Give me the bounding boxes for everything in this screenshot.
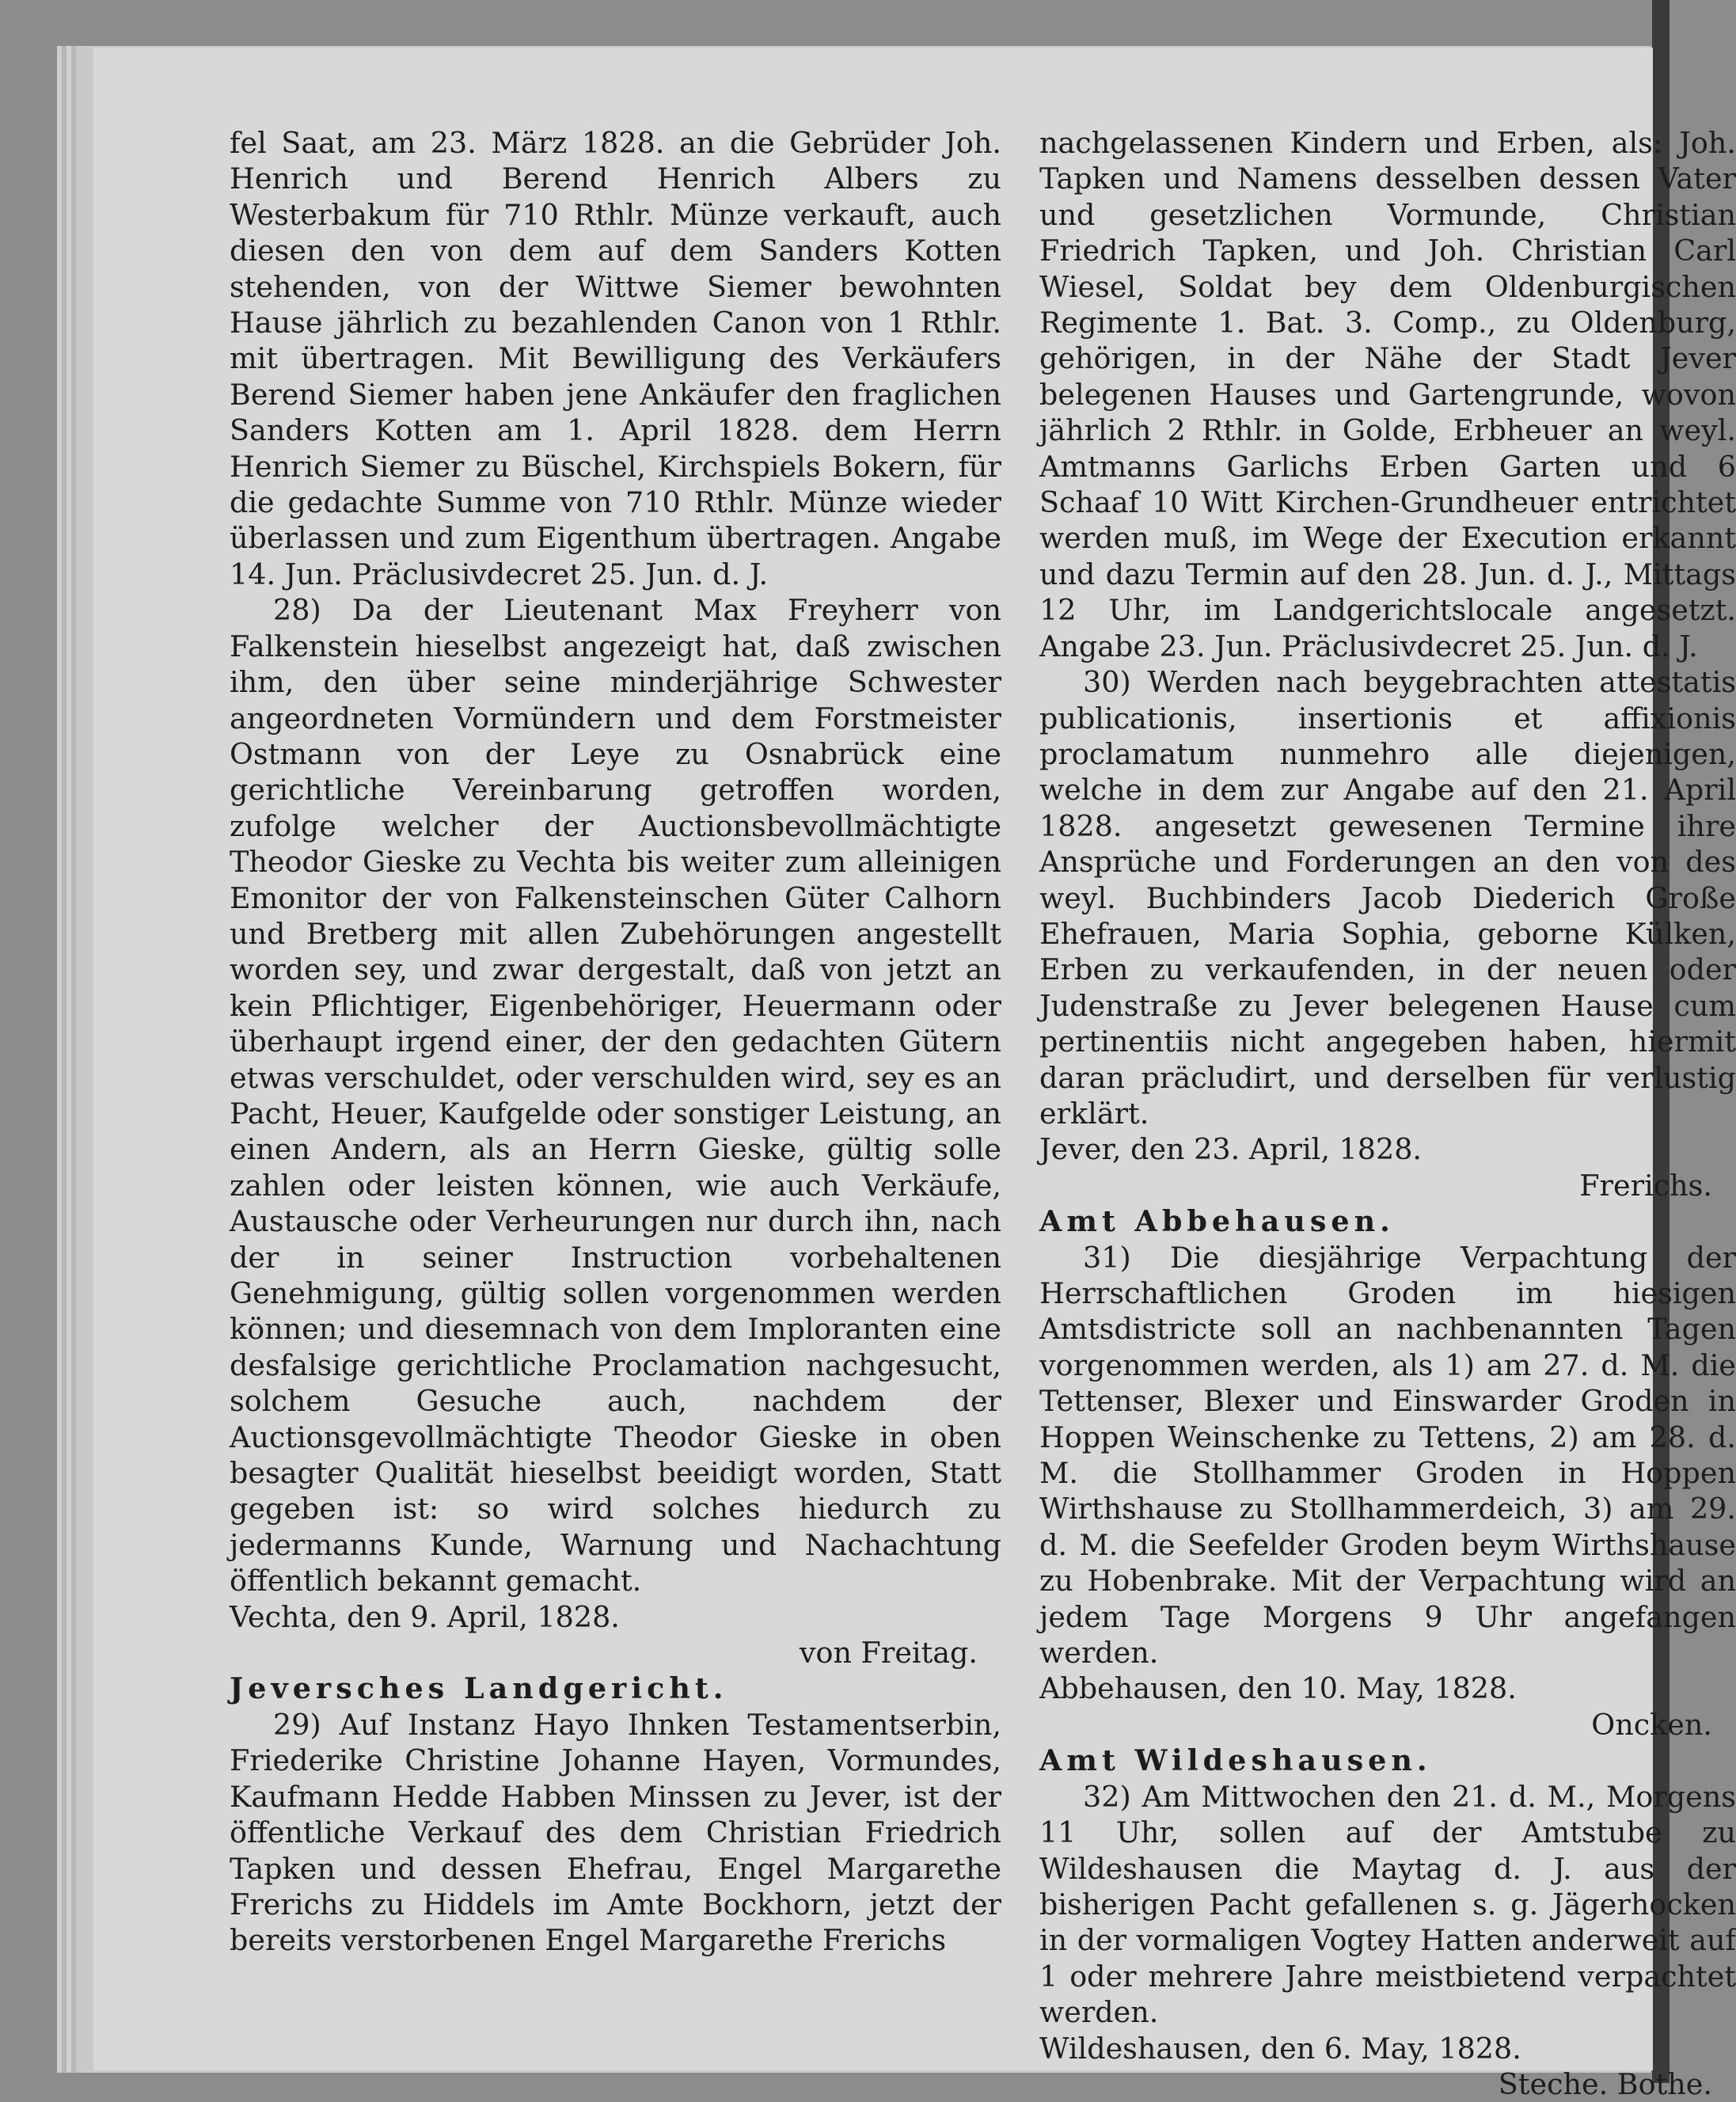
place-date-31: Abbehausen, den 10. May, 1828. bbox=[1039, 1671, 1517, 1706]
section-heading-wildeshausen: Amt Wildeshausen. bbox=[1039, 1743, 1432, 1778]
paragraph-31: 31) Die diesjährige Verpachtung der Herrschaftlichen Groden im hiesigen Amtsdistricte soll an nachbenannten Tagen vorgenommen werden, als 1) am 27. d. M. die Tettenser, Blexer und Einswarder Groden in Hoppen Weinschenke zu Tettens, 2) am 28. d. M. die Stollhammer Groden in Hoppen Wirthshause zu Stollhammerdeich, 3) am 29. d. M. die Seefelder Groden beym Wirthshause zu Hobenbrake. Mit der Verpachtung wird an jedem Tage Morgens 9 Uhr angefangen werden. bbox=[1039, 1240, 1736, 1671]
left-column bbox=[230, 125, 1001, 1959]
paragraph-32: 32) Am Mittwochen den 21. d. M., Morgens 11 Uhr, sollen auf der Amtstube zu Wildeshausen die Maytag d. J. aus der bisherigen Pacht gefallenen s. g. Jägerhocken in der vormaligen Vogtey Hatten anderweit auf 1 oder mehrere Jahre meistbietend verpachtet werden. bbox=[1039, 1779, 1736, 2030]
place-date-32: Wildeshausen, den 6. May, 1828. bbox=[1039, 2031, 1521, 2066]
paragraph-28: 28) Da der Lieutenant Max Freyherr von Falkenstein hieselbst angezeigt hat, daß zwischen ihm, den über seine minderjährige Schwester angeordneten Vormündern und dem Forstmeister Ostmann von der Leye zu Osnabrück eine gerichtliche Vereinbarung getroffen worden, zufolge welcher der Auctionsbevollmächtigte Theodor Gieske zu Vechta bis weiter zum alleinigen Emonitor der von Falkensteinschen Güter Calhorn und Bretberg mit allen Zubehörungen angestellt worden sey, und zwar dergestalt, daß von jetzt an kein Pflichtiger, Eigenbehöriger, Heuermann oder überhaupt irgend einer, der den gedachten Gütern etwas verschuldet, oder verschulden wird, sey es an Pacht, Heuer, Kaufgelde oder sonstiger Leistung, an einen Andern, als an Herrn Gieske, gültig solle zahlen oder leisten können, wie auch Verkäufe, Austausche oder Verheurungen nur durch ihn, nach der in seiner Instruction vorbehaltenen Genehmigung, gültig sollen vorgenommen werden können; und diesemnach von dem Imploranten eine desfalsige gerichtliche Proclamation nachgesucht, solchem Gesuche auch, nachdem der Auctionsgevollmächtigte Theodor Gieske in oben besagter Qualität hieselbst beeidigt worden, Statt gegeben ist: so wird solches hiedurch zu jedermanns Kunde, Warnung und Nachachtung öffentlich bekannt gemacht. bbox=[230, 593, 1001, 1598]
place-date-28: Vechta, den 9. April, 1828. bbox=[230, 1599, 620, 1634]
signature-31: Oncken. bbox=[1591, 1707, 1712, 1742]
paragraph-30: 30) Werden nach beygebrachten attestatis publicationis, insertionis et affixionis proclamatum nunmehro alle diejenigen, welche in dem zur Angabe auf den 21. April 1828. angesetzt gewesenen Termine ihre Ansprüche und Forderungen an den von des weyl. Buchbinders Jacob Diederich Große Ehefrauen, Maria Sophia, geborne Külken, Erben zu verkaufenden, in der neuen oder Judenstraße zu Jever belegenen Hause cum pertinentiis nicht angegeben haben, hiermit daran präcludirt, und derselben für verlustig erklärt. bbox=[1039, 665, 1736, 1131]
paragraph-continuation: fel Saat, am 23. März 1828. an die Gebrüder Joh. Henrich und Berend Henrich Albers zu Westerbakum für 710 Rthlr. Münze verkauft, auch diesen den von dem auf dem Sanders Kotten stehenden, von der Wittwe Siemer bewohnten Hause jährlich zu bezahlenden Canon von 1 Rthlr. mit übertragen. Mit Bewilligung des Verkäufers Berend Siemer haben jene Ankäufer den fraglichen Sanders Kotten am 1. April 1828. dem Herrn Henrich Siemer zu Büschel, Kirchspiels Bokern, für die gedachte Summe von 710 Rthlr. Münze wieder überlassen und zum Eigenthum übertragen. Angabe 14. Jun. Präclusivdecret 25. Jun. d. J. bbox=[230, 126, 1001, 591]
right-column bbox=[1039, 125, 1736, 2102]
signature-32: Steche. Bothe. bbox=[1498, 2066, 1712, 2101]
document-page bbox=[93, 48, 1736, 2101]
signature-30: Frerichs. bbox=[1579, 1168, 1712, 1203]
section-heading-abbehausen: Amt Abbehausen. bbox=[1039, 1204, 1395, 1239]
signature-28: von Freitag. bbox=[799, 1636, 978, 1671]
paragraph-29: 29) Auf Instanz Hayo Ihnken Testamentserbin, Friederike Christine Johanne Hayen, Vormundes, Kaufmann Hedde Habben Minssen zu Jever, ist der öffentliche Verkauf des dem Christian Friedrich Tapken und dessen Ehefrau, Engel Margarethe Frerichs zu Hiddels im Amte Bockhorn, jetzt der bereits verstorbenen Engel Margarethe Frerichs bbox=[230, 1707, 1001, 1958]
section-heading-jever: Jeversches Landgericht. bbox=[230, 1671, 728, 1706]
place-date-30: Jever, den 23. April, 1828. bbox=[1039, 1132, 1423, 1167]
paragraph-29-continuation: nachgelassenen Kindern und Erben, als: Joh. Tapken und Namens desselben dessen Vater und gesetzlichen Vormunde, Christian Friedrich Tapken, und Joh. Christian Carl Wiesel, Soldat bey dem Oldenburgischen Regimente 1. Bat. 3. Comp., zu Oldenburg, gehörigen, in der Nähe der Stadt Jever belegenen Hauses und Gartengrunde, wovon jährlich 2 Rthlr. in Golde, Erbheuer an weyl. Amtmanns Garlichs Erben Garten und 6 Schaaf 10 Witt Kirchen-Grundheuer entrichtet werden muß, im Wege der Execution erkannt und dazu Termin auf den 28. Jun. d. J., Mittags 12 Uhr, im Landgerichtslocale angesetzt. Angabe 23. Jun. Präclusivdecret 25. Jun. d. J. bbox=[1039, 126, 1736, 663]
